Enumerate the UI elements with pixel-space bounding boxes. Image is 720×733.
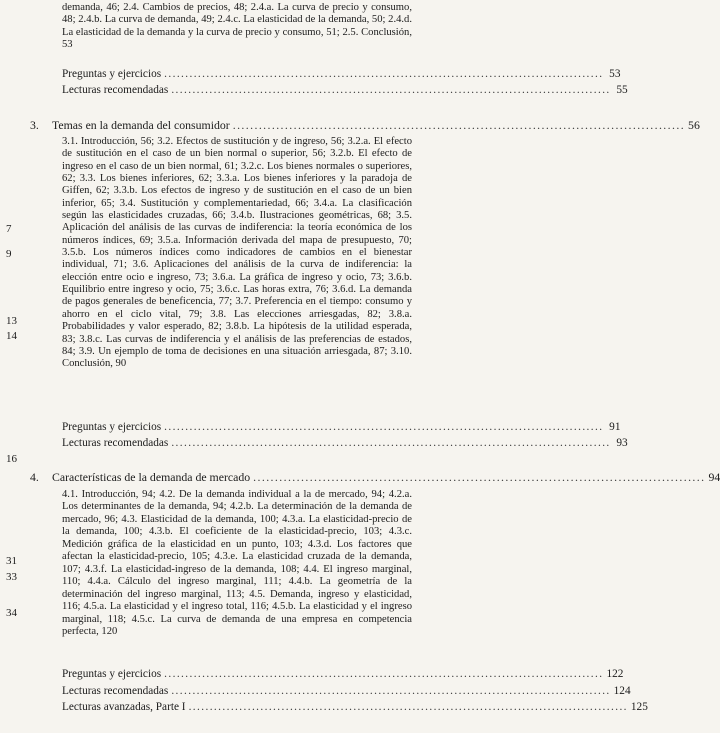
toc-row-page: 125 — [630, 701, 648, 713]
section-2-contents: demanda, 46; 2.4. Cambios de precios, 48; 2.4.a. La curva de precio y consumo, 48; 2.4.b. La curva de demanda, 49; 2.4.c. La elasticidad de la demanda, 50; 2.4.d. La elasticidad de la demanda y la curva de precio y consumo, 51; 2.5. Conclusión, 53 — [62, 2, 412, 51]
dot-leader: ........................................................................................................ — [171, 437, 611, 449]
toc-row-lecturas-ch2[interactable] — [62, 83, 628, 97]
toc-row-label: Lecturas recomendadas — [62, 437, 169, 449]
chapter-page: 56 — [688, 118, 700, 132]
margin-page-number: 13 — [6, 315, 17, 327]
toc-row-page: 93 — [616, 437, 628, 449]
toc-row-page: 122 — [606, 668, 624, 680]
toc-row-preguntas-ch3[interactable] — [62, 420, 621, 434]
margin-page-number: 7 — [6, 223, 12, 235]
dot-leader: ........................................................................................................ — [253, 470, 706, 484]
toc-row-label: Lecturas avanzadas, Parte I — [62, 701, 186, 713]
toc-row-lecturas-ch3[interactable] — [62, 436, 628, 450]
dot-leader: ........................................................................................................ — [171, 685, 611, 697]
toc-row-label: Lecturas recomendadas — [62, 685, 169, 697]
chapter-3-heading[interactable] — [30, 117, 700, 133]
chapter-number: 3. — [30, 118, 39, 132]
chapter-3-contents: 3.1. Introducción, 56; 3.2. Efectos de sustitución y de ingreso, 56; 3.2.a. El efecto de sustitución en el caso de un bien normal o superior, 56; 3.2.b. El efecto de ingreso en el caso de un bien normal, 61; 3.2.c. Los bienes normales o superiores, 62; 3.3. Los bienes inferiores, 62; 3.3.a. Los bienes inferiores y la paradoja de Giffen, 62; 3.3.b. Los efectos de ingreso y de sustitución en el caso de un bien inferior, 65; 3.4. Sustitución y complementariedad, 66; 3.4.a. La clasificación según las elasticidades cruzadas, 66; 3.4.b. Ilustraciones geométricas, 68; 3.5. Aplicación del análisis de las curvas de indiferencia: la teoría económica de los números índices, 69; 3.5.a. Información derivada del mapa de presupuesto, 70; 3.5.b. Los números índices como indicadores de cambios en el bienestar individual, 71; 3.6. Aplicaciones del análisis de la curva de indiferencia: la elección entre ocio e ingreso, 73; 3.6.a. La gráfica de ingreso y ocio, 73; 3.6.b. Equilibrio entre ingreso y ocio, 75; 3.6.c. Las horas extra, 76; 3.6.d. La demanda de pagos generales de beneficencia, 77; 3.7. Preferencia en el tiempo: consumo y ahorro en el ciclo vital, 79; 3.8. Las elecciones arriesgadas, 82; 3.8.a. Probabilidades y valor esperado, 82; 3.8.b. La hipótesis de la utilidad esperada, 83; 3.8.c. Las curvas de indiferencia y el análisis de las preferencias de estados, 84; 3.9. Un ejemplo de toma de decisiones en una situación arriesgada, 87; 3.10. Conclusión, 90 — [62, 136, 412, 370]
dot-leader: ........................................................................................................ — [164, 421, 604, 433]
dot-leader: ........................................................................................................ — [188, 701, 628, 713]
chapter-title: Temas en la demanda del consumidor — [52, 118, 230, 132]
dot-leader: ........................................................................................................ — [164, 68, 604, 80]
toc-row-label: Preguntas y ejercicios — [62, 421, 162, 433]
dot-leader: ........................................................................................................ — [164, 668, 604, 680]
chapter-4-contents: 4.1. Introducción, 94; 4.2. De la demanda individual a la de mercado, 94; 4.2.a. Los determinantes de la demanda, 94; 4.2.b. La determinación de la demanda de mercado, 96; 4.3. Elasticidad de la demanda, 100; 4.3.a. La elasticidad-precio de la demanda, 100; 4.3.b. El coeficiente de la elasticidad-precio, 103; 4.3.c. Medición gráfica de la elasticidad en un punto, 103; 4.3.d. Los factores que afectan la elasticidad-precio, 105; 4.3.e. La elasticidad cruzada de la demanda, 107; 4.3.f. La elasticidad-ingreso de la demanda, 108; 4.4. El ingreso marginal, 110; 4.4.a. Cálculo del ingreso marginal, 111; 4.4.b. La geometría de la determinación del ingreso marginal, 113; 4.5. Demanda, ingreso y elasticidad, 116; 4.5.a. La elasticidad y el ingreso total, 116; 4.5.b. La elasticidad y el ingreso marginal, 118; 4.5.c. La curva de demanda de una empresa en competencia perfecta, 120 — [62, 489, 412, 637]
chapter-number: 4. — [30, 470, 39, 484]
margin-page-number: 31 — [6, 555, 17, 567]
margin-page-number: 34 — [6, 607, 17, 619]
chapter-title: Características de la demanda de mercado — [52, 470, 251, 484]
toc-row-preguntas-ch2[interactable] — [62, 67, 621, 81]
margin-page-number: 16 — [6, 453, 17, 465]
toc-row-label: Preguntas y ejercicios — [62, 668, 162, 680]
chapter-page: 94 — [708, 470, 720, 484]
margin-page-number: 14 — [6, 330, 17, 342]
toc-row-lecturas-ch4[interactable] — [62, 684, 631, 698]
toc-row-label: Lecturas recomendadas — [62, 84, 169, 96]
toc-row-page: 124 — [613, 685, 631, 697]
toc-row-page: 91 — [609, 421, 621, 433]
toc-row-page: 55 — [616, 84, 628, 96]
toc-row-preguntas-ch4[interactable] — [62, 667, 624, 681]
dot-leader: ........................................................................................................ — [232, 118, 686, 132]
toc-row-lecturas-avanzadas[interactable] — [62, 700, 648, 714]
margin-page-number: 9 — [6, 248, 12, 260]
margin-page-number: 33 — [6, 571, 17, 583]
toc-row-label: Preguntas y ejercicios — [62, 68, 162, 80]
toc-row-page: 53 — [609, 68, 621, 80]
dot-leader: ........................................................................................................ — [171, 84, 611, 96]
chapter-4-heading[interactable] — [30, 469, 720, 485]
